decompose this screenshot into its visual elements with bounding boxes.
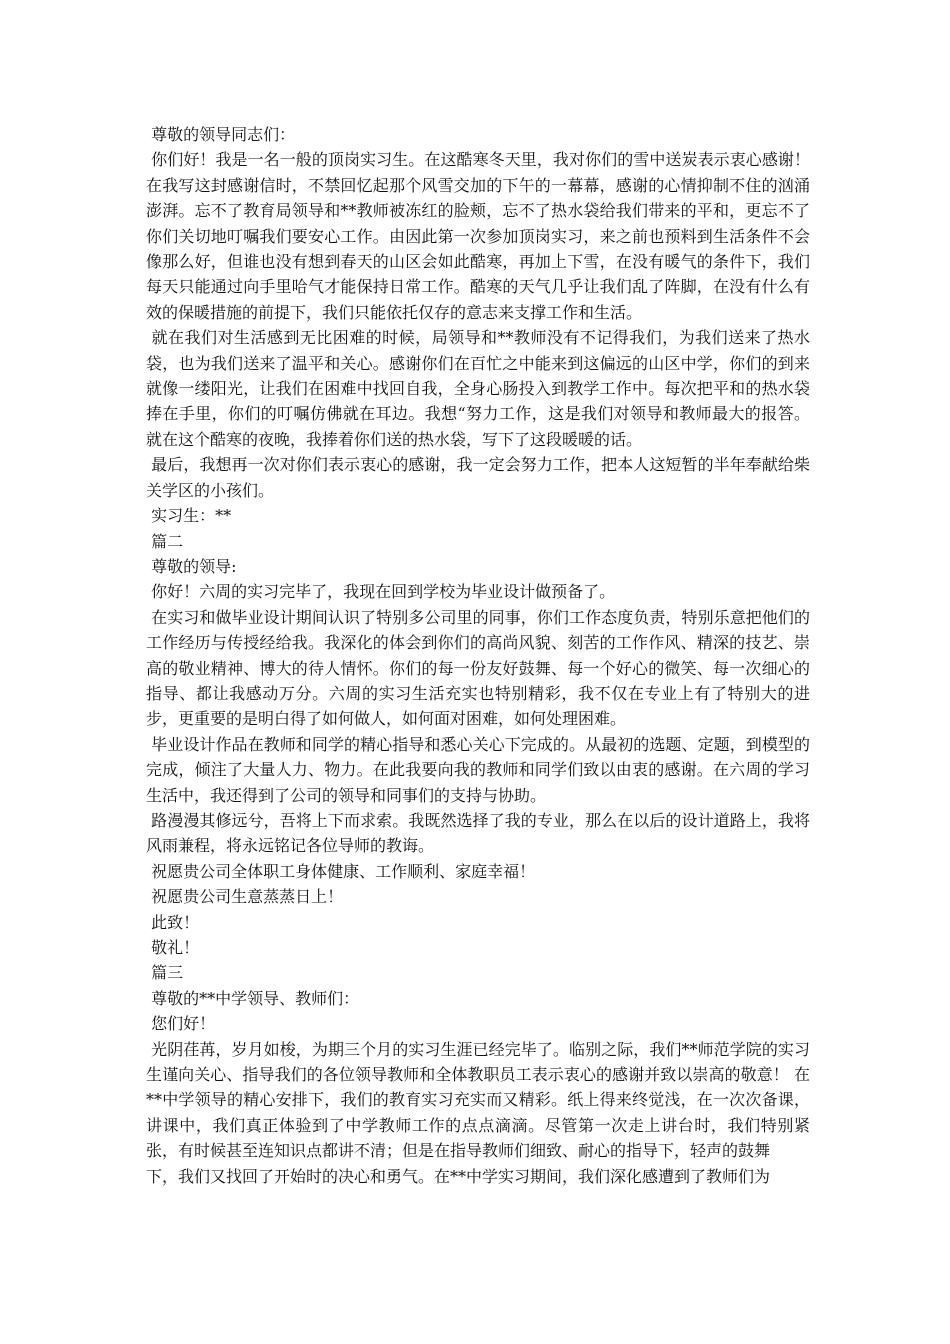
body-paragraph: 在实习和做毕业设计期间认识了特别多公司里的同事，你们工作态度负责，特别乐意把他们的工作经历与传授经给我。我深化的体会到你们的高尚风貌、刻苦的工作作风、精深的技艺、崇高的敬业精神、博大的待人情怀。你们的每一份友好鼓舞、每一个好心的微笑、每一次细心的指导、都让我感动万分。六周的实习生活充实也特别精彩，我不仅在专业上有了特别大的进步，更重要的是明白得了如何做人，如何面对困难，如何处理困难。: [146, 607, 810, 729]
body-paragraph: 路漫漫其修远兮，吾将上下而求索。我既然选择了我的专业，那么在以后的设计道路上，我将风雨兼程，将永远铭记各位导师的教诲。: [146, 810, 810, 856]
salutation-paragraph: 尊敬的领导:: [146, 556, 237, 576]
closing-line: 敬礼！: [146, 938, 200, 957]
closing-line: 祝愿贵公司生意蒸蒸日上！: [146, 887, 344, 907]
closing-line: 此致！: [146, 912, 200, 932]
section-heading: 篇三: [146, 963, 184, 983]
signature-line: 实习生：**: [146, 506, 232, 526]
salutation-paragraph: 尊敬的领导同志们：: [146, 125, 296, 144]
body-paragraph: 你们好！我是一名一般的顶岗实习生。在这酷寒冬天里，我对你们的雪中送炭表示衷心感谢！ 在我写这封感谢信时，不禁回忆起那个风雪交加的下午的一幕幕，感谢的心情抑制不住的汹涌澎湃。忘不了教育局领导和**教师被冻红的脸颊，忘不了热水袋给我们带来的平和，更忘不了你们关切地叮嘱我们要安心工作。由因此第一次参加顶岗实习，来之前也预料到生活条件不会像那么好，但谁也没有想到春天的山区会如此酷寒，再加上下雪，在没有暖气的条件下，我们每天只能通过向手里哈气才能保持日常工作。酷寒的天气几乎让我们乱了阵脚，在没有什么有效的保暖措施的前提下，我们只能依托仅存的意志来支撑工作和生活。: [146, 150, 816, 322]
greeting-line: 您们好！: [146, 1014, 216, 1034]
salutation-paragraph: 尊敬的**中学领导、教师们：: [146, 988, 360, 1008]
body-paragraph: 你好！六周的实习完毕了，我现在回到学校为毕业设计做预备了。: [146, 582, 616, 602]
body-paragraph: 毕业设计作品在教师和同学的精心指导和悉心关心下完成的。从最初的选题、定题，到模型的完成，倾注了大量人力、物力。在此我要向我的教师和同学们致以由衷的感谢。在六周的学习生活中，我还得到了公司的领导和同事们的支持与协助。: [146, 734, 810, 805]
body-paragraph: 最后，我想再一次对你们表示衷心的感谢，我一定会努力工作，把本人这短暂的半年奉献给柴关学区的小孩们。: [146, 455, 810, 500]
body-paragraph: 光阴荏苒，岁月如梭，为期三个月的实习生涯已经完毕了。临别之际，我们**师范学院的实习生谨向关心、指导我们的各位领导教师和全体教职员工表示衷心的感谢并致以崇高的敬意！ 在**中学领导的精心安排下，我们的教育实习充实而又精彩。纸上得来终觉浅，在一次次备课，讲课中，我们真正体验到了中学教师工作的点点滴滴。尽管第一次走上讲台时，我们特别紧张，有时候甚至连知识点都讲不清；但是在指导教师们细致、耐心的指导下，轻声的鼓舞: [146, 1039, 810, 1161]
body-paragraph: 下，我们又找回了开始时的决心和勇气。在**中学实习期间，我们深化感遭到了教师们为: [146, 1166, 771, 1186]
body-paragraph: 就在我们对生活感到无比困难的时候，局领导和**教师没有不记得我们，为我们送来了热水袋，也为我们送来了温平和关心。感谢你们在百忙之中能来到这偏远的山区中学，你们的到来就像一缕阳光，让我们在困难中找回自我，全身心肠投入到教学工作中。每次把平和的热水袋捧在手里，你们的叮嘱仿佛就在耳边。我想“努力工作，这是我们对领导和教师最大的报答。就在这个酷寒的夜晚，我捧着你们送的热水袋，写下了这段暖暖的话。: [146, 328, 810, 449]
closing-line: 祝愿贵公司全体职工身体健康、工作顺利、家庭幸福！: [146, 861, 536, 881]
document-body: [146, 122, 816, 1189]
section-heading: 篇二: [146, 531, 184, 551]
